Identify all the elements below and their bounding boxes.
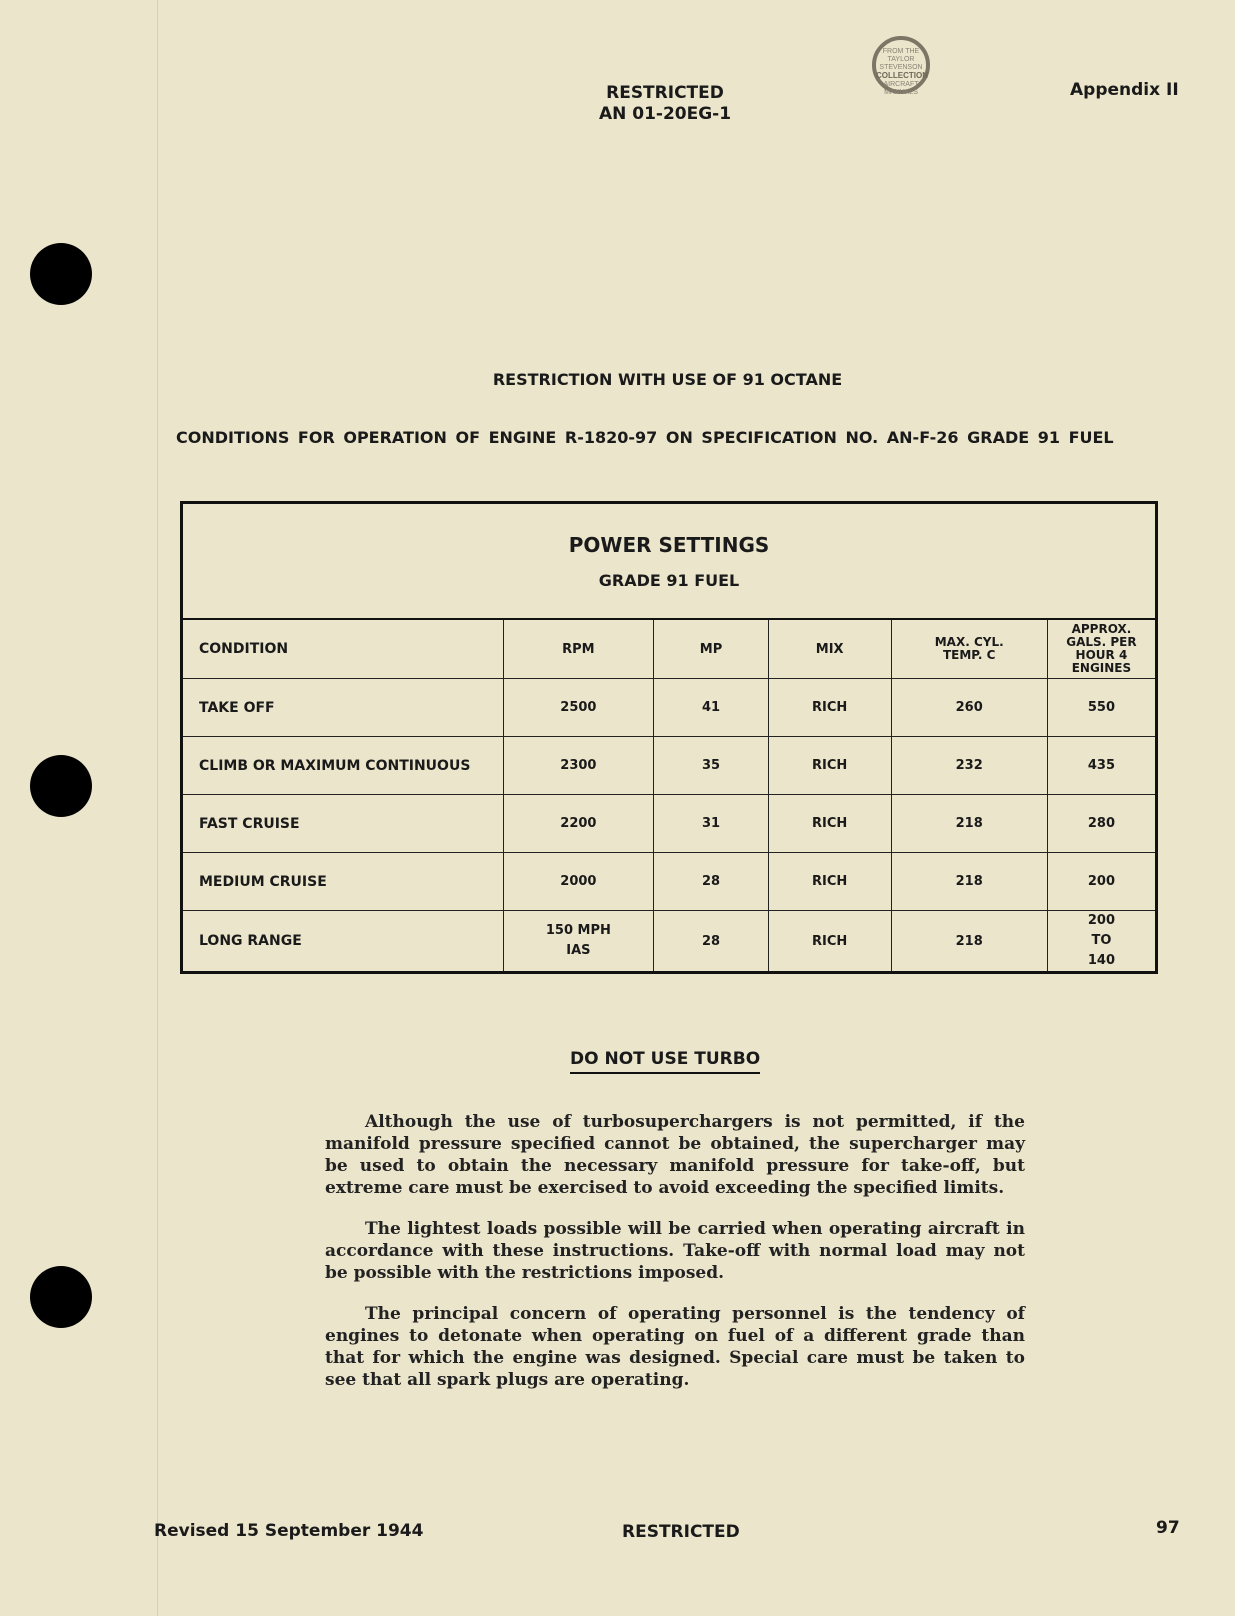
table-cell: 35	[654, 737, 769, 795]
column-header: MAX. CYL. TEMP. C	[891, 619, 1047, 679]
table-cell: 31	[654, 795, 769, 853]
paragraph-text: The lightest loads possible will be carried when operating aircraft in accordance with these instructions. Take-off with normal load may not be possible with the restrictions imposed.	[325, 1219, 1025, 1283]
table-row	[182, 737, 1157, 795]
table-cell: 2500	[503, 679, 654, 737]
column-header: MIX	[768, 619, 891, 679]
page-number: 97	[1156, 1518, 1180, 1538]
power-settings-table	[180, 501, 1158, 974]
table-title: POWER SETTINGS	[568, 532, 770, 557]
column-header: APPROX. GALS. PER HOUR 4 ENGINES	[1047, 619, 1156, 679]
table-row	[182, 853, 1157, 911]
page-title: RESTRICTION WITH USE OF 91 OCTANE	[492, 370, 843, 389]
column-header: RPM	[503, 619, 654, 679]
table-cell: 280	[1047, 795, 1156, 853]
table-cell: 28	[654, 911, 769, 973]
table-cell: 41	[654, 679, 769, 737]
page-subtitle: CONDITIONS FOR OPERATION OF ENGINE R-1820-97 ON SPECIFICATION NO. AN-F-26 GRADE 91 FUEL	[176, 428, 1114, 447]
table-cell: 232	[891, 737, 1047, 795]
table-cell: 2200	[503, 795, 654, 853]
table-subtitle: GRADE 91 FUEL	[598, 570, 740, 590]
table-cell: 218	[891, 853, 1047, 911]
table-row	[182, 795, 1157, 853]
paragraph	[325, 1218, 1025, 1284]
footer-classification: RESTRICTED	[622, 1522, 740, 1542]
table-cell: RICH	[768, 853, 891, 911]
table-cell: 28	[654, 853, 769, 911]
table-cell: MEDIUM CRUISE	[182, 853, 504, 911]
table-cell: RICH	[768, 679, 891, 737]
section-title: DO NOT USE TURBO	[570, 1049, 760, 1074]
table-cell: 218	[891, 911, 1047, 973]
table-cell: 2000	[503, 853, 654, 911]
table-cell: CLIMB OR MAXIMUM CONTINUOUS	[182, 737, 504, 795]
punch-hole	[30, 243, 92, 305]
table-cell: FAST CRUISE	[182, 795, 504, 853]
punch-hole	[30, 755, 92, 817]
table-cell: 550	[1047, 679, 1156, 737]
page-header	[560, 83, 770, 125]
table-cell: 150 MPH IAS	[503, 911, 654, 973]
table-cell: 218	[891, 795, 1047, 853]
paragraph	[325, 1111, 1025, 1199]
doc-number: AN 01-20EG-1	[598, 104, 732, 124]
table-cell: 200	[1047, 853, 1156, 911]
column-header: MP	[654, 619, 769, 679]
table-cell: RICH	[768, 911, 891, 973]
table-cell: 260	[891, 679, 1047, 737]
revision-date: Revised 15 September 1944	[154, 1521, 424, 1541]
table-row	[182, 679, 1157, 737]
paragraph-text: Although the use of turbosuperchargers is not permitted, if the manifold pressure specified cannot be obtained, the supercharger may be used to obtain the necessary manifold pressure for take-off, but extreme care must be exercised to avoid exceeding the specified limits.	[325, 1112, 1025, 1198]
table-cell: LONG RANGE	[182, 911, 504, 973]
table-title-band	[182, 503, 1157, 620]
table-cell: 2300	[503, 737, 654, 795]
collection-stamp: FROM THE TAYLOR STEVENSON COLLECTION AIRCRAFT MANUALS	[872, 36, 930, 94]
punch-hole	[30, 1266, 92, 1328]
column-header: CONDITION	[182, 619, 504, 679]
appendix-label: Appendix II	[1070, 80, 1179, 100]
table-cell: RICH	[768, 737, 891, 795]
table-cell: 435	[1047, 737, 1156, 795]
table-row	[182, 911, 1157, 973]
table-cell: 200 TO 140	[1047, 911, 1156, 973]
table-header-row	[182, 619, 1157, 679]
paragraph-text: The principal concern of operating personnel is the tendency of engines to detonate when operating on fuel of a different grade than that for which the engine was designed. Special care must be taken to see that all spark plugs are operating.	[325, 1304, 1025, 1390]
paragraph	[325, 1303, 1025, 1391]
classification: RESTRICTED	[606, 83, 724, 103]
table-cell: RICH	[768, 795, 891, 853]
margin-line	[157, 0, 158, 1616]
table-cell: TAKE OFF	[182, 679, 504, 737]
